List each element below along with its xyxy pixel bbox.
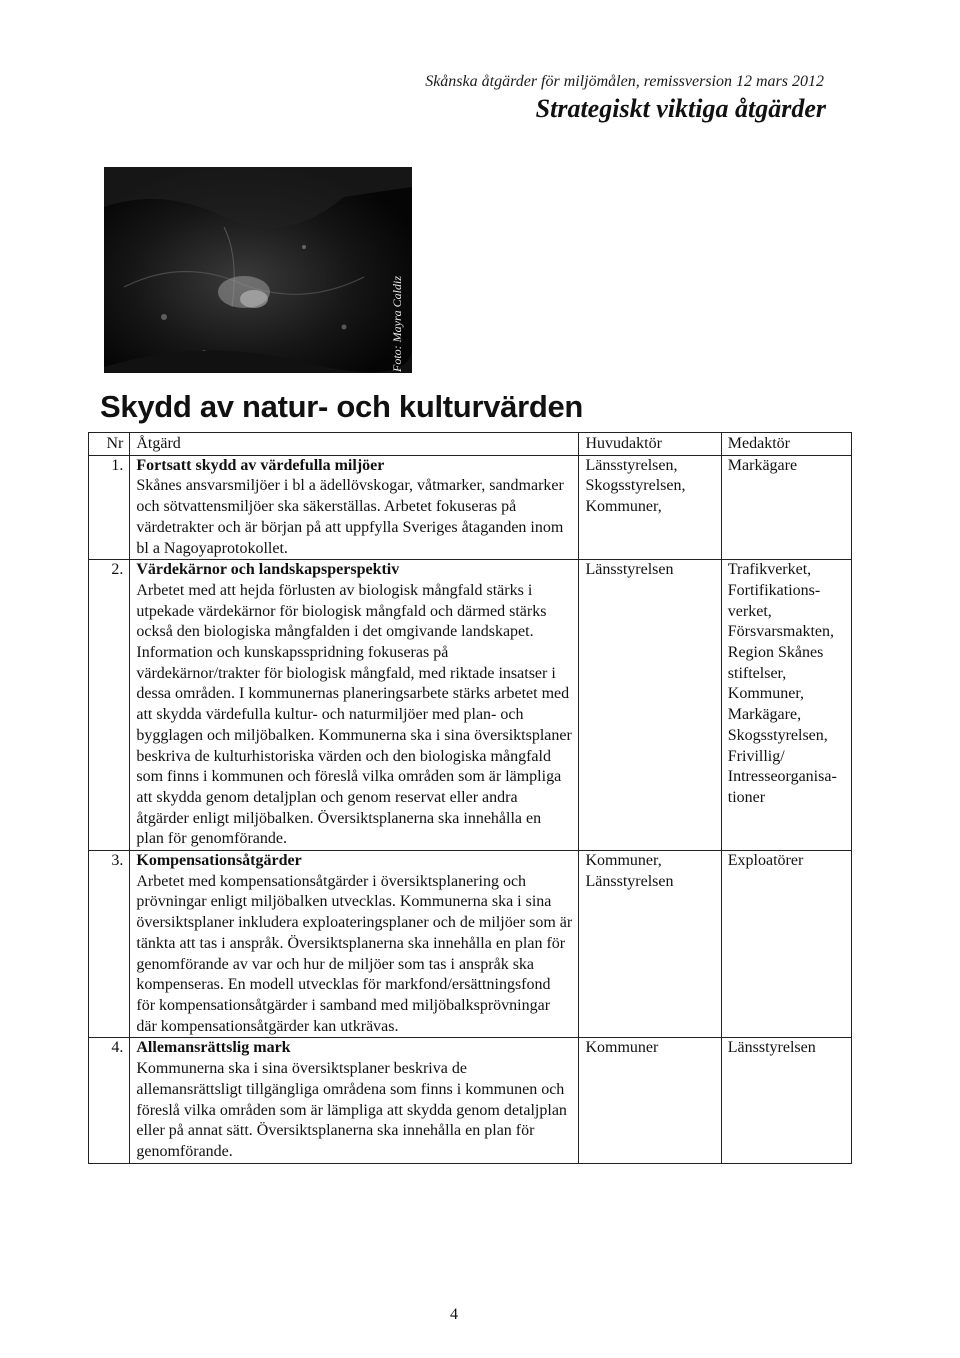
row-title: Kompensationsåtgärder [136,852,302,870]
row-title: Värdekärnor och landskapsperspektiv [136,561,400,579]
table-row [89,851,852,1038]
table-row [89,455,852,560]
section-title: Skydd av natur- och kulturvärden [100,389,584,424]
row-title: Fortsatt skydd av värdefulla miljöer [136,456,385,474]
row-action [130,851,579,1038]
row-description: Arbetet med att hejda förlusten av biologisk mångfald stärks i utpekade värdekärnor för biologisk mångfald och därmed stärks också den biologiska mångfalden i det omgivande landskapet. Information och kunskapsspridning fokuseras på värdekärnor/trakter för biologisk mångfald, med riktade insatser i dessa områden. I kommunernas planeringsarbete stärks arbetet med att skydda värdefulla kultur- och naturmiljöer med plan- och bygglagen och miljöbalken. Kommunerna ska i sina översiktsplaner beskriva de kulturhistoriska värden och den biologiska mångfald som finns i kommunen och föreslå vilka områden som är lämpliga att skydda genom detaljplan och genom reservat eller andra åtgärder enligt miljöbalken. Översiktsplanerna ska innehålla en plan för genomförande. [136,581,572,848]
row-description: Kommunerna ska i sina översiktsplaner beskriva de allemansrättsligt tillgängliga områdena som finns i kommunen och föreslå vilka områden som är lämpliga att skydda genom detaljplan eller på annat sätt. Översiktsplanerna ska innehålla en plan för genomförande. [136,1060,567,1160]
row-co-actor: Länsstyrelsen [721,1038,851,1163]
table-row [89,560,852,851]
cover-photo [104,167,412,373]
actions-table [88,432,852,1164]
document-title: Strategiskt viktiga åtgärder [535,94,826,123]
row-main-actor: Kommuner [579,1038,721,1163]
page-number: 4 [450,1306,458,1323]
row-number: 1. [89,455,130,560]
photo-illustration [104,167,412,373]
row-co-actor: Exploatörer [721,851,851,1038]
row-main-actor: Länsstyrelsen [579,560,721,851]
row-description: Arbetet med kompensationsåtgärder i översiktsplanering och prövningar enligt miljöbalken utvecklas. Kommunerna ska i sina översiktsplaner inkludera exploateringsplaner och de miljöer som är tänkta att tas i anspråk. Översiktsplanerna ska innehålla en plan för genomförande av var och hur de miljöer som tas i anspråk ska kompenseras. En modell utvecklas för markfond/ersättningsfond för kompensationsåtgärder i samband med miljöbalksprövningar där kompensationsåtgärder kan utkrävas. [136,872,573,1035]
row-co-actor: Markägare [721,455,851,560]
header-main-actor: Huvudaktör [579,433,721,456]
table-header-row [89,433,852,456]
row-title: Allemansrättslig mark [136,1039,291,1057]
header-action: Åtgärd [130,433,579,456]
row-action [130,1038,579,1163]
row-description: Skånes ansvarsmiljöer i bl a ädellövskogar, våtmarker, sandmarker och sötvattensmiljöer ska säkerställas. Arbetet fokuseras på värdetrakter och är början på att uppfylla Sveriges åtaganden inom bl a Nagoyaprotokollet. [136,477,564,557]
row-main-actor: Kommuner, Länsstyrelsen [579,851,721,1038]
row-number: 3. [89,851,130,1038]
row-number: 2. [89,560,130,851]
row-co-actor: Trafikverket, Fortifikations-verket, Försvarsmakten, Region Skånes stiftelser, Kommuner, Markägare, Skogsstyrelsen, Frivillig/ Intresseorganisa-tioner [721,560,851,851]
row-main-actor: Länsstyrelsen, Skogsstyrelsen, Kommuner, [579,455,721,560]
photo-credit: Foto: Mayra Caldiz [390,276,404,372]
header-nr: Nr [89,433,130,456]
row-number: 4. [89,1038,130,1163]
table-row [89,1038,852,1163]
header-co-actor: Medaktör [721,433,851,456]
row-action [130,455,579,560]
document-subtitle: Skånska åtgärder för miljömålen, remissversion 12 mars 2012 [425,73,824,90]
row-action [130,560,579,851]
